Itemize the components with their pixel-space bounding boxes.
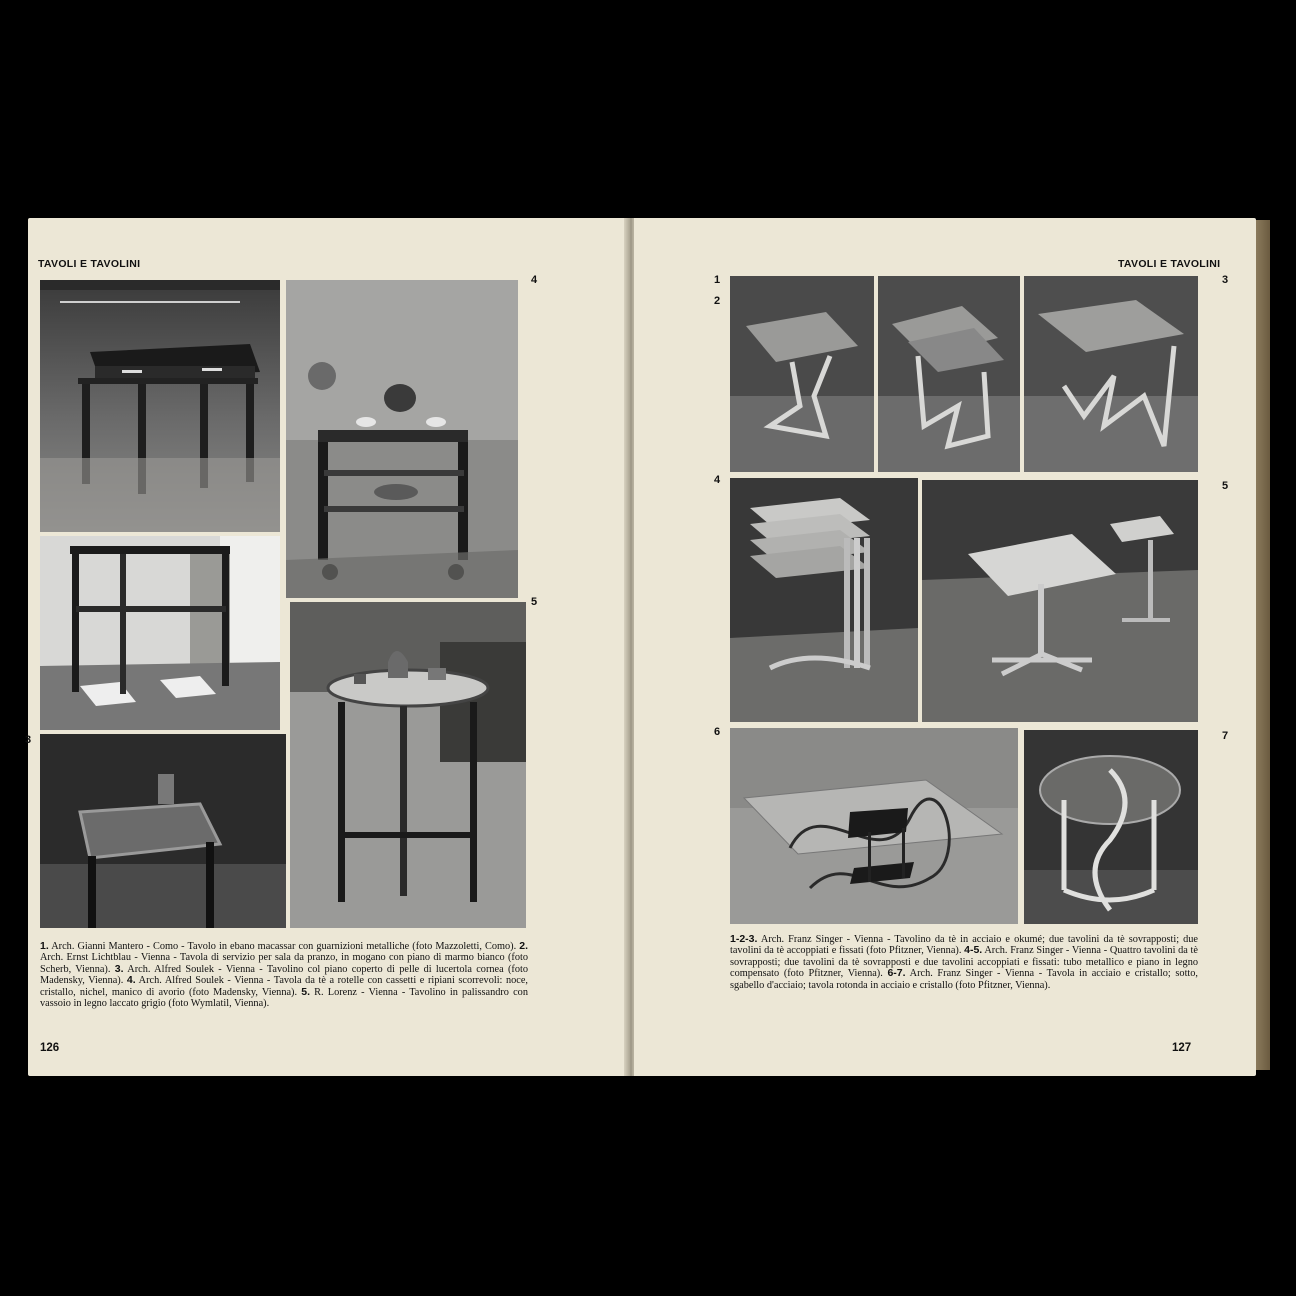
- right-figure-3-number: 3: [1222, 274, 1229, 286]
- right-figure-4-number: 4: [714, 474, 721, 486]
- right-page-header: TAVOLI E TAVOLINI: [1118, 258, 1221, 270]
- left-figure-5-number: 5: [531, 596, 538, 608]
- photo-r7-round-table: [1024, 730, 1198, 924]
- left-figure-3-number: 3: [25, 734, 32, 746]
- caption-item-2: 2. Arch. Ernst Lichtblau - Vienna - Tavola di servizio per sala da pranzo, in mogano con piano di marmo bianco (foto Scherb, Vienna).: [40, 940, 528, 975]
- left-page-header: TAVOLI E TAVOLINI: [38, 258, 141, 270]
- left-page-number: 126: [40, 1042, 60, 1054]
- book-spread: [25, 218, 1270, 1076]
- left-page: [25, 218, 628, 1076]
- left-caption: [40, 941, 528, 1009]
- photo-r1-tea-table: [730, 276, 874, 472]
- caption-item-3: 3. Arch. Alfred Soulek - Vienna - Tavolino col piano coperto di pelle di lucertola cornea (foto Madensky, Vienna).: [40, 962, 529, 987]
- caption-item-4: 4. Arch. Alfred Soulek - Vienna - Tavola da tè a rotelle con cassetti e ripiani scorrevoli: noce, cristallo, nichel, manico di avorio (foto Madensky, Vienna).: [40, 974, 529, 998]
- photo-r6-glass-table: [730, 728, 1018, 924]
- right-figure-6-number: 6: [714, 726, 721, 738]
- photo-r4-nesting-tables: [730, 478, 918, 722]
- right-page-number: 127: [1172, 1042, 1192, 1054]
- photo-r5-paired-tables: [922, 480, 1198, 722]
- caption-item-r1: 1-2-3. Arch. Franz Singer - Vienna - Tavolino da tè in acciaio e okumé; due tavolini da tè sovrapposti; due tavolini da tè accoppiati e fissati (foto Pfitzner, Vienna).: [730, 933, 1198, 957]
- photo-1-console-table: [40, 280, 280, 532]
- right-figure-2-number: 2: [714, 295, 721, 307]
- right-figure-5-number: 5: [1222, 480, 1229, 492]
- left-figure-4-number: 4: [531, 274, 538, 286]
- photo-5-tray-table: [290, 602, 526, 928]
- right-figure-7-number: 7: [1222, 730, 1229, 742]
- right-caption: [730, 934, 1198, 991]
- caption-item-1: 1. Arch. Gianni Mantero - Como - Tavolo in ebano macassar con guarnizioni metalliche (foto Mazzoletti, Como).: [40, 940, 520, 952]
- photo-3-small-table: [40, 734, 286, 928]
- caption-item-r2: 4-5. Arch. Franz Singer - Vienna - Quattro tavolini da tè sovrapposti; due tavolini da tè sovrapposti e due tavolini accoppiati e fissati: tubo metallico e piano in legno compensato (foto Pfitzner, Vienna).: [730, 944, 1198, 980]
- caption-item-5: 5. R. Lorenz - Vienna - Tavolino in palissandro con vassoio in legno laccato grigio (foto Wymlatil, Vienna).: [40, 985, 528, 1010]
- right-page: [634, 218, 1256, 1076]
- photo-4-tea-trolley: [286, 280, 518, 598]
- photo-r2-stacked-tables: [878, 276, 1020, 472]
- right-figure-1-number: 1: [714, 274, 721, 286]
- book-cover-edge: [1256, 220, 1270, 1070]
- caption-item-r3: 6-7. Arch. Franz Singer - Vienna - Tavola in acciaio e cristallo; sotto, sgabello d'acciaio; tavola rotonda in acciaio e cristallo (foto Pfitzner, Vienna).: [730, 967, 1199, 991]
- photo-2-service-table: [40, 536, 280, 730]
- photo-r3-joined-tables: [1024, 276, 1198, 472]
